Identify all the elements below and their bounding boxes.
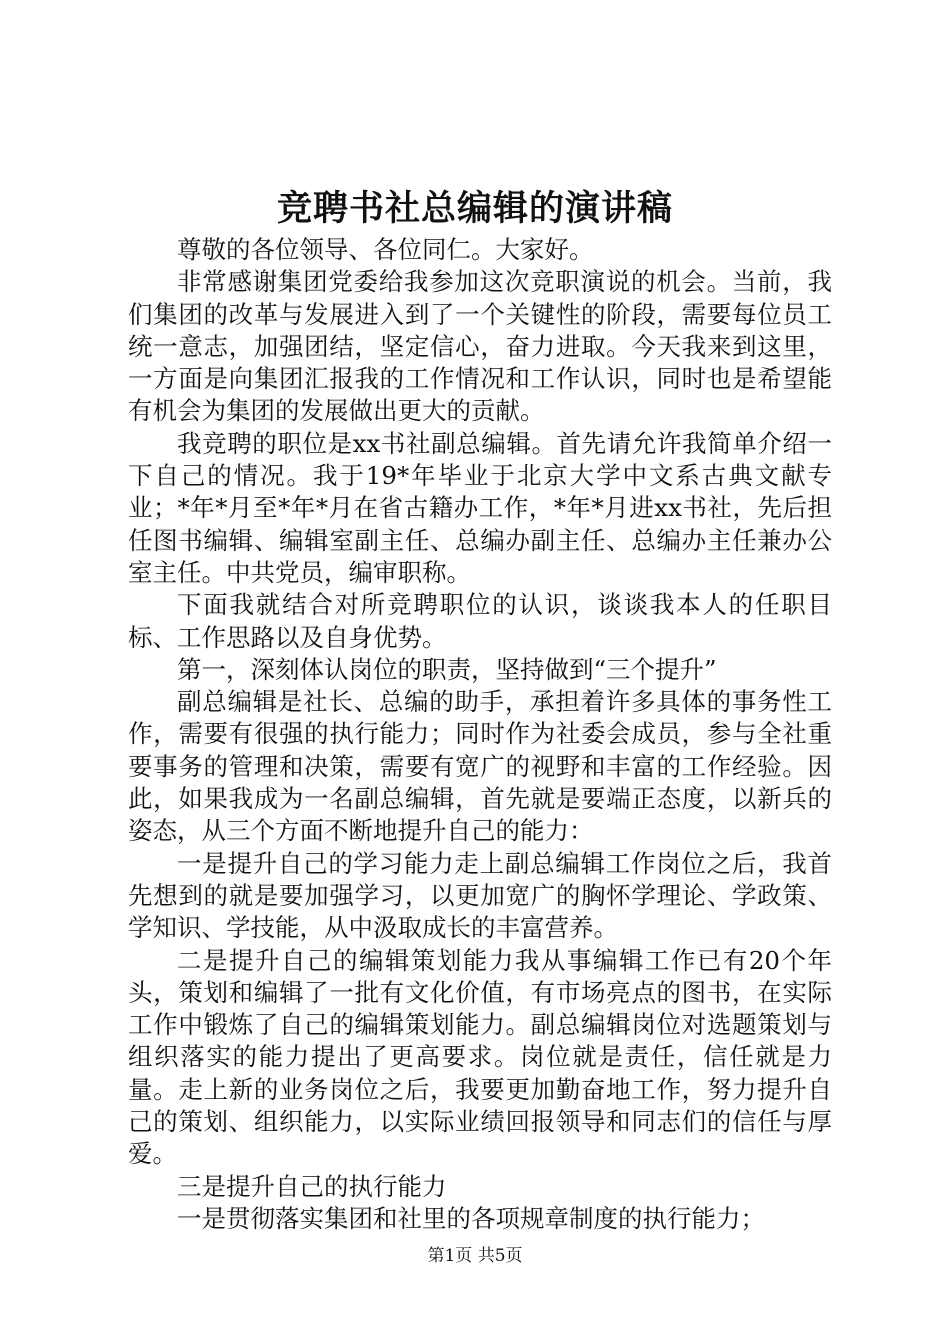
- paragraph-subpoint-rules: 一是贯彻落实集团和社里的各项规章制度的执行能力；: [177, 1203, 765, 1233]
- paragraph-point-editing: 二是提升自己的编辑策划能力我从事编辑工作已有20个年头，策划和编辑了一批有文化价值，有市场亮点的图书，在实际工作中锻炼了自己的编辑策划能力。副总编辑岗位对选题策划与组织落实的能力提出了更高要求。岗位就是责任，信任就是力量。走上新的业务岗位之后，我要更加勤奋地工作，努力提升自己的策划、组织能力，以实际业绩回报领导和同志们的信任与厚爱。: [128, 945, 832, 1169]
- paragraph-role-description: 副总编辑是社长、总编的助手，承担着许多具体的事务性工作，需要有很强的执行能力；同时作为社委会成员，参与全社重要事务的管理和决策，需要有宽广的视野和丰富的工作经验。因此，如果我成为一名副总编辑，首先就是要端正态度，以新兵的姿态，从三个方面不断地提升自己的能力：: [128, 687, 832, 846]
- paragraph-point-execution: 三是提升自己的执行能力: [177, 1171, 447, 1201]
- page-footer: 第1页 共5页: [427, 1246, 523, 1266]
- paragraph-overview: 下面我就结合对所竞聘职位的认识，谈谈我本人的任职目标、工作思路以及自身优势。: [128, 590, 832, 652]
- paragraph-thanks: 非常感谢集团党委给我参加这次竞职演说的机会。当前，我们集团的改革与发展进入到了一个关键性的阶段，需要每位员工统一意志，加强团结，坚定信心，奋力进取。今天我来到这里，一方面是向集团汇报我的工作情况和工作认识，同时也是希望能有机会为集团的发展做出更大的贡献。: [128, 267, 832, 426]
- paragraph-point-learning: 一是提升自己的学习能力走上副总编辑工作岗位之后，我首先想到的就是要加强学习，以更加宽广的胸怀学理论、学政策、学知识、学技能，从中汲取成长的丰富营养。: [128, 848, 832, 943]
- document-body: [128, 234, 832, 1235]
- document-title: 竞聘书社总编辑的演讲稿: [276, 188, 673, 229]
- paragraph-section-heading: 第一，深刻体认岗位的职责，坚持做到“三个提升”: [177, 654, 717, 684]
- paragraph-introduction: 我竞聘的职位是xx书社副总编辑。首先请允许我简单介绍一下自己的情况。我于19*年毕业于北京大学中文系古典文献专业；*年*月至*年*月在省古籍办工作，*年*月进xx书社，先后担任图书编辑、编辑室副主任、总编办副主任、总编办主任兼办公室主任。中共党员，编审职称。: [128, 428, 832, 587]
- paragraph-greeting: 尊敬的各位领导、各位同仁。大家好。: [177, 235, 594, 264]
